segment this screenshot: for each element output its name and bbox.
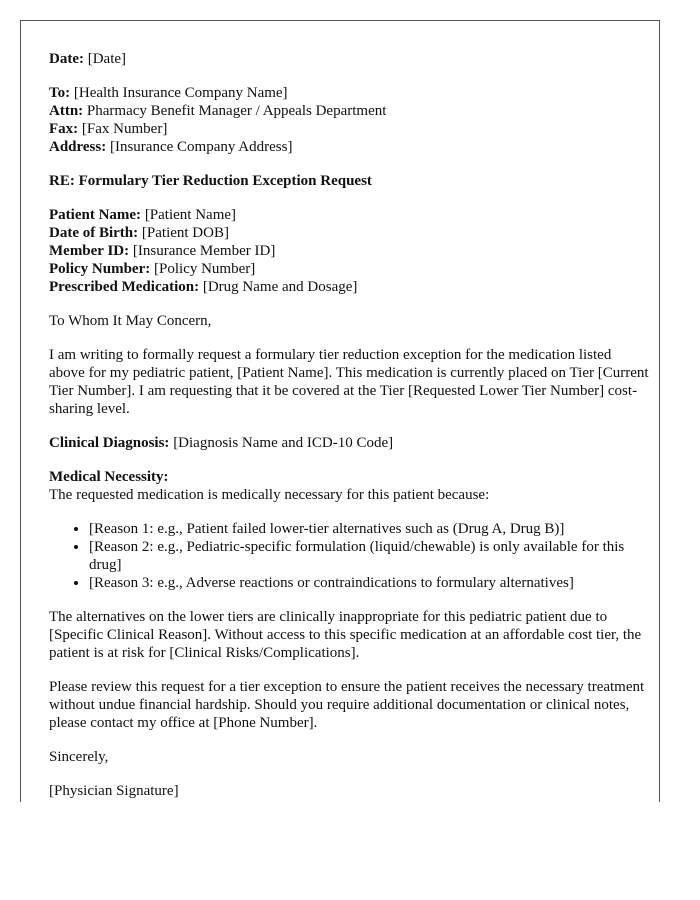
policy-value: [Policy Number]: [153, 261, 256, 277]
reason-item: • [Reason 1: e.g., Patient failed lower-tier alternatives such as (Drug A, Drug B)]: [89, 520, 649, 538]
attn-label: Attn:: [49, 103, 84, 119]
reasons-list: [49, 520, 649, 592]
attn-value: Pharmacy Benefit Manager / Appeals Department: [86, 103, 387, 119]
medication-label: Prescribed Medication:: [49, 279, 200, 295]
dob-label: Date of Birth:: [49, 225, 139, 241]
diagnosis-line: [49, 434, 649, 452]
date-line: [49, 50, 649, 68]
letter-content: [49, 50, 649, 800]
policy-line: [49, 260, 649, 278]
address-line: [49, 138, 649, 156]
dob-value: [Patient DOB]: [141, 225, 229, 241]
attn-line: [49, 102, 649, 120]
letter-page: [20, 20, 660, 802]
fax-value: [Fax Number]: [81, 121, 168, 137]
patient-name-label: Patient Name:: [49, 207, 142, 223]
to-label: To:: [49, 85, 71, 101]
address-value: [Insurance Company Address]: [109, 139, 293, 155]
necessity-intro: The requested medication is medically necessary for this patient because:: [49, 487, 490, 503]
recipient-block: [49, 84, 649, 156]
member-id-line: [49, 242, 649, 260]
patient-name-value: [Patient Name]: [144, 207, 237, 223]
medication-value: [Drug Name and Dosage]: [202, 279, 358, 295]
diagnosis-value: [Diagnosis Name and ICD-10 Code]: [173, 435, 394, 451]
closing-paragraph: Please review this request for a tier exception to ensure the patient receives the necessary treatment without undue financial hardship. Should you require additional documentation or clinical notes, please contact my office at [Phone Number].: [49, 679, 645, 731]
to-line: [49, 84, 649, 102]
necessity-label: Medical Necessity:: [49, 469, 169, 485]
to-value: [Health Insurance Company Name]: [73, 85, 288, 101]
date-value: [Date]: [87, 51, 127, 67]
address-label: Address:: [49, 139, 107, 155]
patient-name-line: [49, 206, 649, 224]
member-id-value: [Insurance Member ID]: [132, 243, 276, 259]
date-label: Date:: [49, 51, 84, 67]
patient-block: [49, 206, 649, 296]
signature: [Physician Signature]: [49, 783, 179, 799]
subject-line: [49, 172, 649, 190]
reason-item: • [Reason 2: e.g., Pediatric-specific formulation (liquid/chewable) is only available for this drug]: [89, 538, 649, 574]
alternatives-paragraph: The alternatives on the lower tiers are clinically inappropriate for this pediatric patient due to [Specific Clinical Reason]. Without access to this specific medication at an affordable cost tier, the patient is at risk for [Clinical Risks/Complications].: [49, 609, 642, 661]
salutation: To Whom It May Concern,: [49, 313, 212, 329]
diagnosis-label: Clinical Diagnosis:: [49, 435, 170, 451]
policy-label: Policy Number:: [49, 261, 151, 277]
member-id-label: Member ID:: [49, 243, 130, 259]
intro-paragraph: I am writing to formally request a formulary tier reduction exception for the medication listed above for my pediatric patient, [Patient Name]. This medication is currently placed on Tier [Current Tier Number]. I am requesting that it be covered at the Tier [Requested Lower Tier Number] cost-sharing level.: [49, 347, 649, 417]
fax-label: Fax:: [49, 121, 79, 137]
necessity-section: [49, 468, 649, 592]
dob-line: [49, 224, 649, 242]
medication-line: [49, 278, 649, 296]
fax-line: [49, 120, 649, 138]
reason-item: • [Reason 3: e.g., Adverse reactions or contraindications to formulary alternatives]: [89, 574, 649, 592]
signoff: Sincerely,: [49, 749, 109, 765]
subject-text: RE: Formulary Tier Reduction Exception Request: [49, 173, 372, 189]
